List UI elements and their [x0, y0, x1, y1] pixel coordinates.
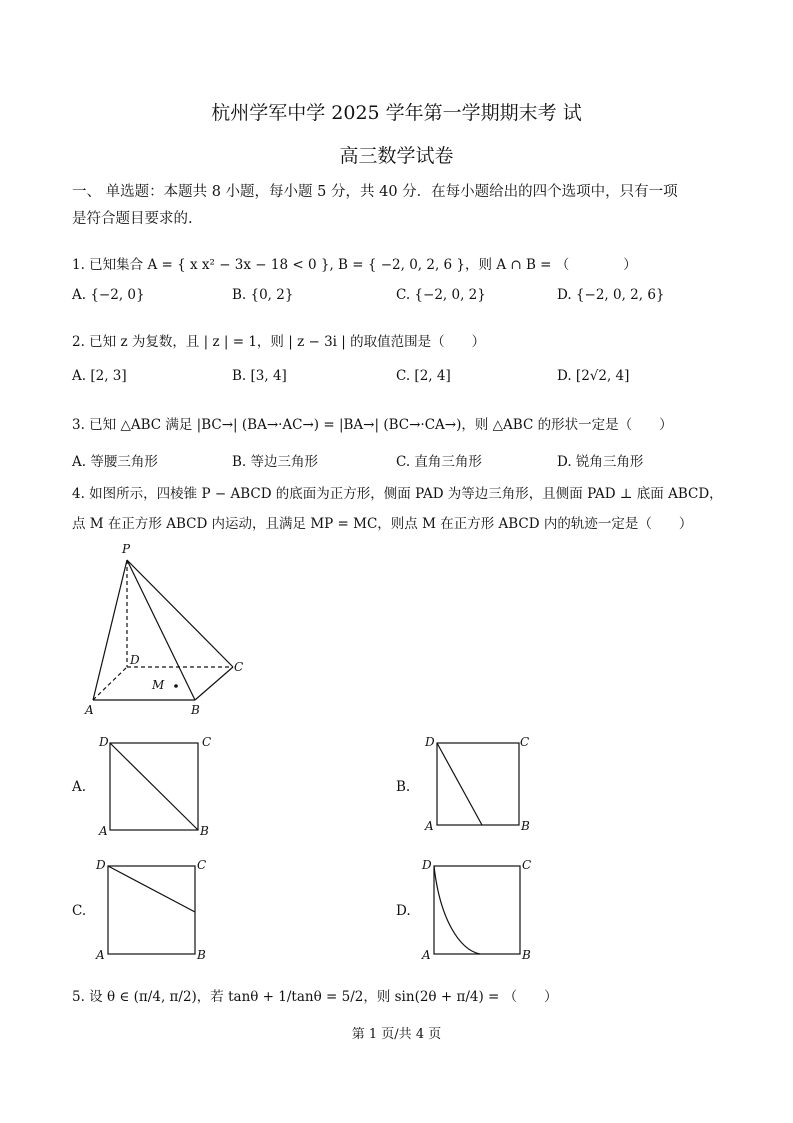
option-a-label-d: D: [99, 735, 109, 749]
option-c-label-d: D: [96, 858, 106, 872]
question-2-option-b: B. [3, 4]: [232, 368, 287, 384]
label-m: M: [152, 678, 165, 692]
option-c-label-b: B: [197, 948, 206, 962]
label-a: A: [85, 703, 94, 717]
label-d: D: [130, 653, 140, 667]
section-heading-line1: 一、 单选题：本题共 8 小题，每小题 5 分，共 40 分．在每小题给出的四个选项中，只有一项: [72, 184, 678, 200]
question-4-line1: 4. 如图所示，四棱锥 P − ABCD 的底面为正方形，侧面 PAD 为等边三角形，且侧面 PAD ⊥ 底面 ABCD，: [72, 486, 723, 502]
option-d-label-d: D: [422, 858, 432, 872]
page-footer: 第 1 页/共 4 页: [351, 1027, 442, 1042]
option-a-label-b: B: [200, 824, 209, 838]
option-a-label-a: A: [99, 824, 108, 838]
exam-subtitle: 高三数学试卷: [339, 145, 454, 167]
exam-title: 杭州学军中学 2025 学年第一学期期末考 试: [211, 102, 582, 124]
question-4-option-c-letter: C.: [72, 903, 87, 919]
question-3-option-d: D. 锐角三角形: [557, 454, 644, 470]
option-d-label-b: B: [522, 948, 531, 962]
question-3-option-a: A. 等腰三角形: [72, 454, 158, 470]
question-4-option-b-letter: B.: [396, 779, 411, 795]
question-1-text: 1. 已知集合 A = { x x² − 3x − 18 < 0 }, B = { −2, 0, 2, 6 }，则 A ∩ B = （ ）: [72, 257, 637, 273]
option-b-label-c: C: [520, 735, 530, 749]
label-c: C: [234, 660, 244, 674]
option-d-label-a: A: [422, 948, 431, 962]
question-2-option-a: A. [2, 3]: [72, 368, 127, 384]
question-3-option-b: B. 等边三角形: [232, 454, 319, 470]
question-4-line2: 点 M 在正方形 ABCD 内运动，且满足 MP = MC，则点 M 在正方形 ABCD 内的轨迹一定是（ ）: [72, 516, 693, 532]
option-b-label-d: D: [425, 735, 435, 749]
question-1-option-a: A. {−2, 0}: [72, 287, 145, 303]
question-2-option-c: C. [2, 4]: [396, 368, 451, 384]
option-c-label-a: A: [96, 948, 105, 962]
option-c-label-c: C: [197, 858, 207, 872]
question-2-option-d: D. [2√2, 4]: [557, 368, 630, 384]
question-4-option-d-letter: D.: [396, 903, 411, 919]
option-d-label-c: C: [522, 858, 532, 872]
question-2-text: 2. 已知 z 为复数，且 | z | = 1，则 | z − 3i | 的取值范围是（ ）: [72, 334, 486, 350]
section-heading-line2: 是符合题目要求的.: [72, 211, 193, 227]
question-4-option-a-letter: A.: [72, 779, 87, 795]
option-a-label-c: C: [202, 735, 212, 749]
question-1-option-c: C. {−2, 0, 2}: [396, 287, 486, 303]
question-5-text: 5. 设 θ ∈ (π/4, π/2)，若 tanθ + 1/tanθ = 5/2，则 sin(2θ + π/4) = （ ）: [72, 989, 558, 1005]
option-b-label-b: B: [521, 819, 530, 833]
label-p: P: [122, 542, 131, 556]
option-b-label-a: A: [425, 819, 434, 833]
question-3-option-c: C. 直角三角形: [396, 454, 482, 470]
label-b: B: [191, 703, 200, 717]
question-3-text: 3. 已知 △ABC 满足 |BC→| (BA→·AC→) = |BA→| (BC→·CA→)，则 △ABC 的形状一定是（ ）: [72, 417, 673, 433]
question-1-option-b: B. {0, 2}: [232, 287, 294, 303]
question-1-option-d: D. {−2, 0, 2, 6}: [557, 287, 665, 303]
